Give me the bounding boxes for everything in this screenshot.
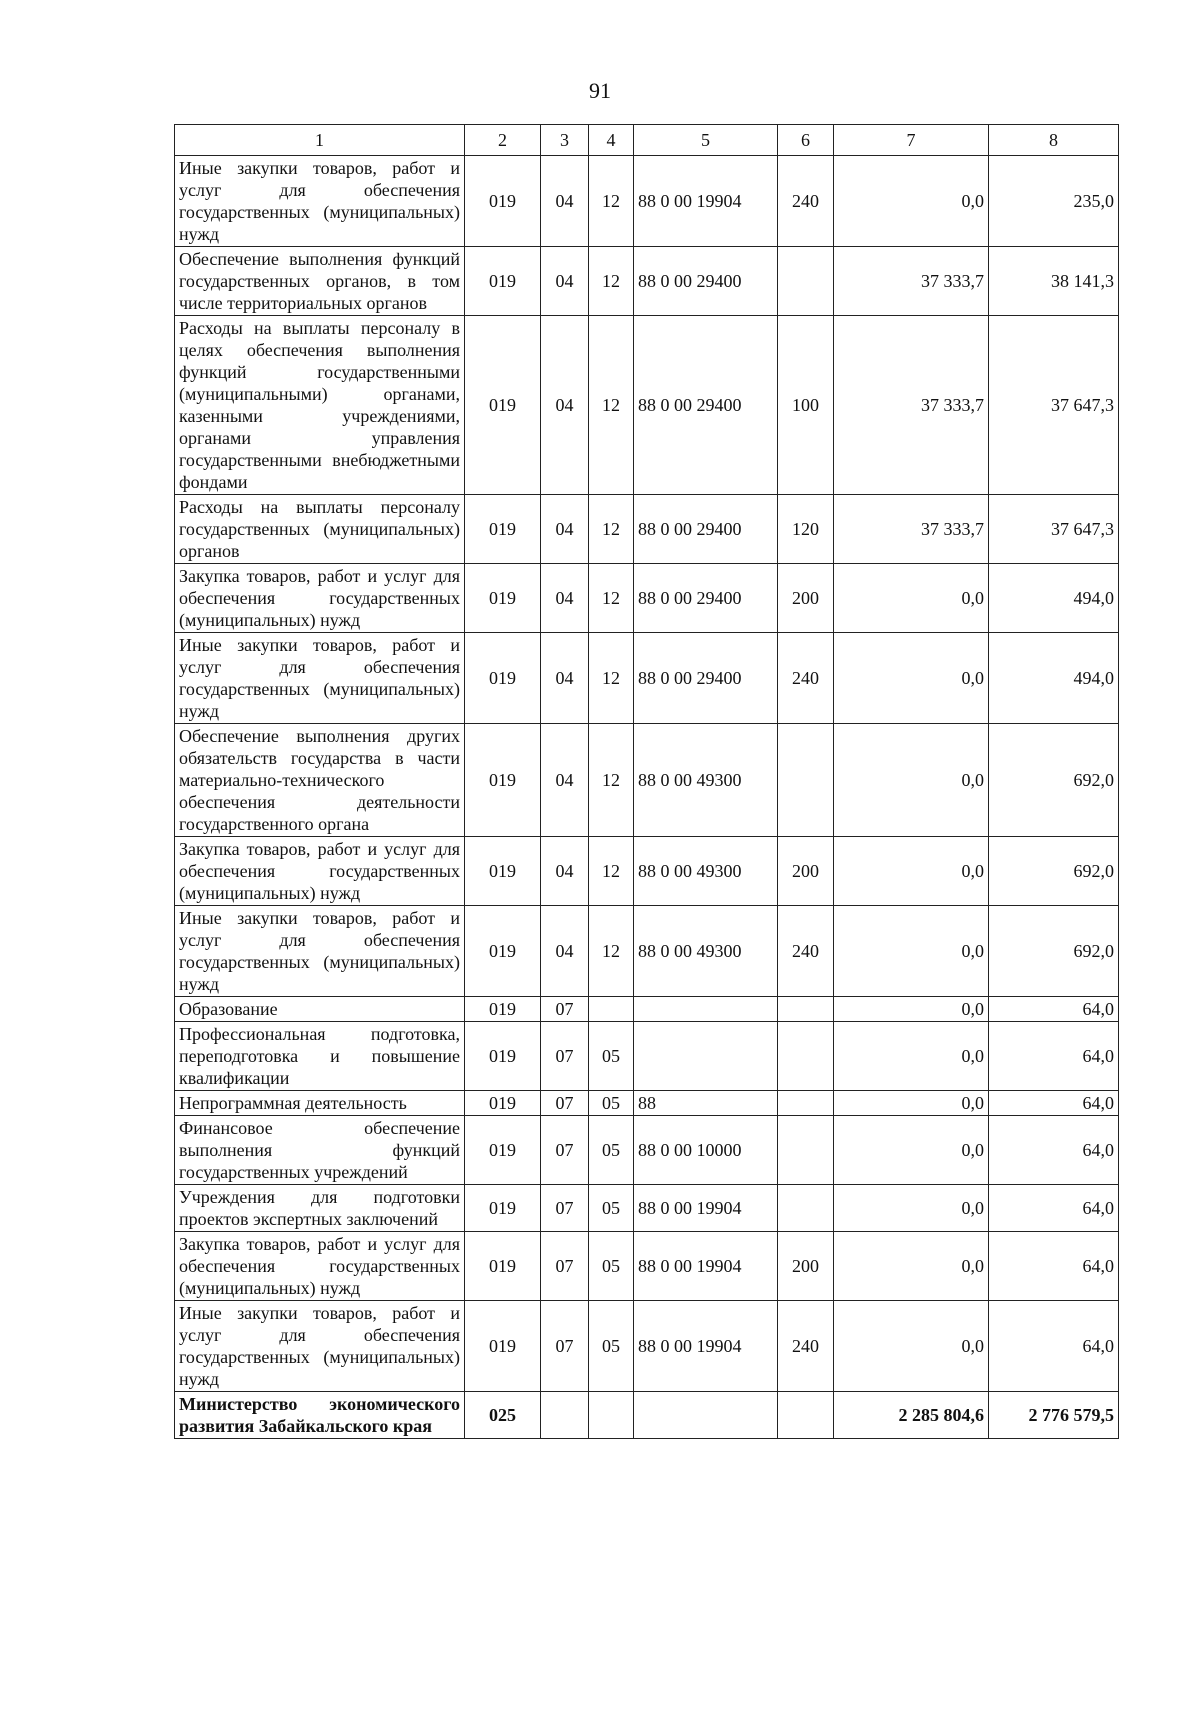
admin-code-cell: 019 xyxy=(465,156,541,247)
section-cell: 04 xyxy=(541,156,589,247)
row-name-cell: Профессиональная подготовка, переподготовка и повышение квалификации xyxy=(175,1022,465,1091)
subsection-cell: 12 xyxy=(589,316,634,495)
target-article-cell: 88 0 00 49300 xyxy=(634,724,778,837)
section-cell: 07 xyxy=(541,1116,589,1185)
admin-code-cell: 019 xyxy=(465,1301,541,1392)
amount-year2-cell: 37 647,3 xyxy=(989,495,1119,564)
amount-year2-cell: 64,0 xyxy=(989,1116,1119,1185)
amount-year2-cell: 692,0 xyxy=(989,837,1119,906)
table-body xyxy=(175,156,1119,1439)
admin-code-cell: 019 xyxy=(465,564,541,633)
subsection-cell: 05 xyxy=(589,1301,634,1392)
section-cell: 04 xyxy=(541,316,589,495)
expense-type-cell: 240 xyxy=(778,1301,834,1392)
amount-year2-cell: 2 776 579,5 xyxy=(989,1392,1119,1439)
target-article-cell: 88 0 00 29400 xyxy=(634,316,778,495)
expense-type-cell: 100 xyxy=(778,316,834,495)
row-name-cell: Непрограммная деятельность xyxy=(175,1091,465,1116)
subsection-cell: 12 xyxy=(589,633,634,724)
amount-year1-cell: 0,0 xyxy=(834,633,989,724)
admin-code-cell: 019 xyxy=(465,724,541,837)
admin-code-cell: 019 xyxy=(465,906,541,997)
expense-type-cell xyxy=(778,724,834,837)
amount-year1-cell: 0,0 xyxy=(834,1116,989,1185)
expense-type-cell xyxy=(778,1116,834,1185)
subsection-cell: 05 xyxy=(589,1022,634,1091)
amount-year2-cell: 692,0 xyxy=(989,724,1119,837)
expense-type-cell: 200 xyxy=(778,564,834,633)
row-name-cell: Финансовое обеспечение выполнения функций государственных учреждений xyxy=(175,1116,465,1185)
amount-year1-cell: 0,0 xyxy=(834,1232,989,1301)
table-row xyxy=(175,906,1119,997)
amount-year1-cell: 0,0 xyxy=(834,906,989,997)
subsection-cell: 12 xyxy=(589,495,634,564)
expense-type-cell xyxy=(778,997,834,1022)
admin-code-cell: 019 xyxy=(465,837,541,906)
header-cell: 1 xyxy=(175,125,465,156)
amount-year1-cell: 2 285 804,6 xyxy=(834,1392,989,1439)
expense-type-cell xyxy=(778,1185,834,1232)
table-row xyxy=(175,633,1119,724)
subsection-cell: 12 xyxy=(589,247,634,316)
row-name-cell: Расходы на выплаты персоналу в целях обеспечения выполнения функций государственными (муниципальными) органами, казенными учреждениями, органами управления государственными внебюджетными фондами xyxy=(175,316,465,495)
target-article-cell xyxy=(634,1022,778,1091)
page-number: 91 xyxy=(589,78,611,103)
section-cell xyxy=(541,1392,589,1439)
row-name-cell: Обеспечение выполнения других обязательств государства в части материально-технического обеспечения деятельности государственного органа xyxy=(175,724,465,837)
admin-code-cell: 019 xyxy=(465,247,541,316)
amount-year2-cell: 494,0 xyxy=(989,633,1119,724)
budget-table xyxy=(174,124,1119,1439)
header-cell: 7 xyxy=(834,125,989,156)
table-row xyxy=(175,1185,1119,1232)
expense-type-cell xyxy=(778,247,834,316)
table-row xyxy=(175,156,1119,247)
row-name-cell: Иные закупки товаров, работ и услуг для обеспечения государственных (муниципальных) нужд xyxy=(175,1301,465,1392)
expense-type-cell xyxy=(778,1091,834,1116)
admin-code-cell: 019 xyxy=(465,997,541,1022)
amount-year1-cell: 0,0 xyxy=(834,997,989,1022)
target-article-cell: 88 0 00 19904 xyxy=(634,1301,778,1392)
table-row xyxy=(175,247,1119,316)
admin-code-cell: 019 xyxy=(465,1091,541,1116)
amount-year1-cell: 37 333,7 xyxy=(834,495,989,564)
expense-type-cell: 200 xyxy=(778,1232,834,1301)
admin-code-cell: 019 xyxy=(465,495,541,564)
admin-code-cell: 019 xyxy=(465,1022,541,1091)
amount-year1-cell: 37 333,7 xyxy=(834,247,989,316)
amount-year2-cell: 37 647,3 xyxy=(989,316,1119,495)
section-cell: 07 xyxy=(541,1301,589,1392)
target-article-cell: 88 xyxy=(634,1091,778,1116)
table-row xyxy=(175,997,1119,1022)
row-name-cell: Иные закупки товаров, работ и услуг для обеспечения государственных (муниципальных) нужд xyxy=(175,633,465,724)
amount-year1-cell: 0,0 xyxy=(834,156,989,247)
expense-type-cell xyxy=(778,1392,834,1439)
amount-year2-cell: 38 141,3 xyxy=(989,247,1119,316)
table-row xyxy=(175,1392,1119,1439)
row-name-cell: Закупка товаров, работ и услуг для обеспечения государственных (муниципальных) нужд xyxy=(175,837,465,906)
expense-type-cell: 240 xyxy=(778,156,834,247)
target-article-cell: 88 0 00 29400 xyxy=(634,633,778,724)
header-row xyxy=(175,125,1119,156)
expense-type-cell: 240 xyxy=(778,906,834,997)
subsection-cell: 05 xyxy=(589,1116,634,1185)
header-cell: 5 xyxy=(634,125,778,156)
amount-year2-cell: 64,0 xyxy=(989,1091,1119,1116)
table-row xyxy=(175,1091,1119,1116)
target-article-cell: 88 0 00 49300 xyxy=(634,906,778,997)
amount-year2-cell: 64,0 xyxy=(989,1022,1119,1091)
header-cell: 6 xyxy=(778,125,834,156)
section-cell: 07 xyxy=(541,1022,589,1091)
amount-year2-cell: 64,0 xyxy=(989,1301,1119,1392)
section-cell: 07 xyxy=(541,1185,589,1232)
target-article-cell: 88 0 00 10000 xyxy=(634,1116,778,1185)
section-cell: 04 xyxy=(541,906,589,997)
section-cell: 04 xyxy=(541,247,589,316)
target-article-cell: 88 0 00 19904 xyxy=(634,156,778,247)
subsection-cell xyxy=(589,997,634,1022)
amount-year1-cell: 37 333,7 xyxy=(834,316,989,495)
table-row xyxy=(175,1301,1119,1392)
table-row xyxy=(175,495,1119,564)
amount-year1-cell: 0,0 xyxy=(834,724,989,837)
header-cell: 4 xyxy=(589,125,634,156)
admin-code-cell: 019 xyxy=(465,1185,541,1232)
target-article-cell: 88 0 00 29400 xyxy=(634,495,778,564)
amount-year1-cell: 0,0 xyxy=(834,564,989,633)
header-cell: 8 xyxy=(989,125,1119,156)
row-name-cell: Расходы на выплаты персоналу государственных (муниципальных) органов xyxy=(175,495,465,564)
section-cell: 04 xyxy=(541,564,589,633)
target-article-cell: 88 0 00 49300 xyxy=(634,837,778,906)
amount-year2-cell: 235,0 xyxy=(989,156,1119,247)
subsection-cell: 05 xyxy=(589,1185,634,1232)
target-article-cell: 88 0 00 19904 xyxy=(634,1185,778,1232)
table-row xyxy=(175,1022,1119,1091)
target-article-cell: 88 0 00 29400 xyxy=(634,564,778,633)
subsection-cell: 05 xyxy=(589,1232,634,1301)
amount-year2-cell: 64,0 xyxy=(989,1185,1119,1232)
subsection-cell: 12 xyxy=(589,564,634,633)
expense-type-cell: 240 xyxy=(778,633,834,724)
subsection-cell xyxy=(589,1392,634,1439)
section-cell: 07 xyxy=(541,1091,589,1116)
section-cell: 07 xyxy=(541,997,589,1022)
amount-year1-cell: 0,0 xyxy=(834,1185,989,1232)
amount-year2-cell: 64,0 xyxy=(989,1232,1119,1301)
row-name-cell: Иные закупки товаров, работ и услуг для обеспечения государственных (муниципальных) нужд xyxy=(175,156,465,247)
expense-type-cell: 200 xyxy=(778,837,834,906)
table-row xyxy=(175,316,1119,495)
table-row xyxy=(175,837,1119,906)
table-row xyxy=(175,564,1119,633)
section-cell: 04 xyxy=(541,837,589,906)
admin-code-cell: 019 xyxy=(465,633,541,724)
header-cell: 3 xyxy=(541,125,589,156)
subsection-cell: 12 xyxy=(589,837,634,906)
section-cell: 04 xyxy=(541,495,589,564)
amount-year2-cell: 692,0 xyxy=(989,906,1119,997)
row-name-cell: Закупка товаров, работ и услуг для обеспечения государственных (муниципальных) нужд xyxy=(175,564,465,633)
section-cell: 07 xyxy=(541,1232,589,1301)
target-article-cell: 88 0 00 29400 xyxy=(634,247,778,316)
expense-type-cell: 120 xyxy=(778,495,834,564)
amount-year2-cell: 494,0 xyxy=(989,564,1119,633)
target-article-cell: 88 0 00 19904 xyxy=(634,1232,778,1301)
row-name-cell: Иные закупки товаров, работ и услуг для обеспечения государственных (муниципальных) нужд xyxy=(175,906,465,997)
subsection-cell: 12 xyxy=(589,906,634,997)
admin-code-cell: 019 xyxy=(465,1232,541,1301)
row-name-cell: Учреждения для подготовки проектов экспертных заключений xyxy=(175,1185,465,1232)
row-name-cell: Закупка товаров, работ и услуг для обеспечения государственных (муниципальных) нужд xyxy=(175,1232,465,1301)
subsection-cell: 12 xyxy=(589,156,634,247)
admin-code-cell: 019 xyxy=(465,1116,541,1185)
table-row xyxy=(175,724,1119,837)
row-name-cell: Образование xyxy=(175,997,465,1022)
admin-code-cell: 025 xyxy=(465,1392,541,1439)
amount-year1-cell: 0,0 xyxy=(834,837,989,906)
section-cell: 04 xyxy=(541,724,589,837)
amount-year2-cell: 64,0 xyxy=(989,997,1119,1022)
amount-year1-cell: 0,0 xyxy=(834,1301,989,1392)
target-article-cell xyxy=(634,997,778,1022)
target-article-cell xyxy=(634,1392,778,1439)
admin-code-cell: 019 xyxy=(465,316,541,495)
table-row xyxy=(175,1232,1119,1301)
row-name-cell: Министерство экономического развития Забайкальского края xyxy=(175,1392,465,1439)
subsection-cell: 05 xyxy=(589,1091,634,1116)
amount-year1-cell: 0,0 xyxy=(834,1022,989,1091)
amount-year1-cell: 0,0 xyxy=(834,1091,989,1116)
table-row xyxy=(175,1116,1119,1185)
subsection-cell: 12 xyxy=(589,724,634,837)
row-name-cell: Обеспечение выполнения функций государственных органов, в том числе территориальных органов xyxy=(175,247,465,316)
header-cell: 2 xyxy=(465,125,541,156)
expense-type-cell xyxy=(778,1022,834,1091)
section-cell: 04 xyxy=(541,633,589,724)
